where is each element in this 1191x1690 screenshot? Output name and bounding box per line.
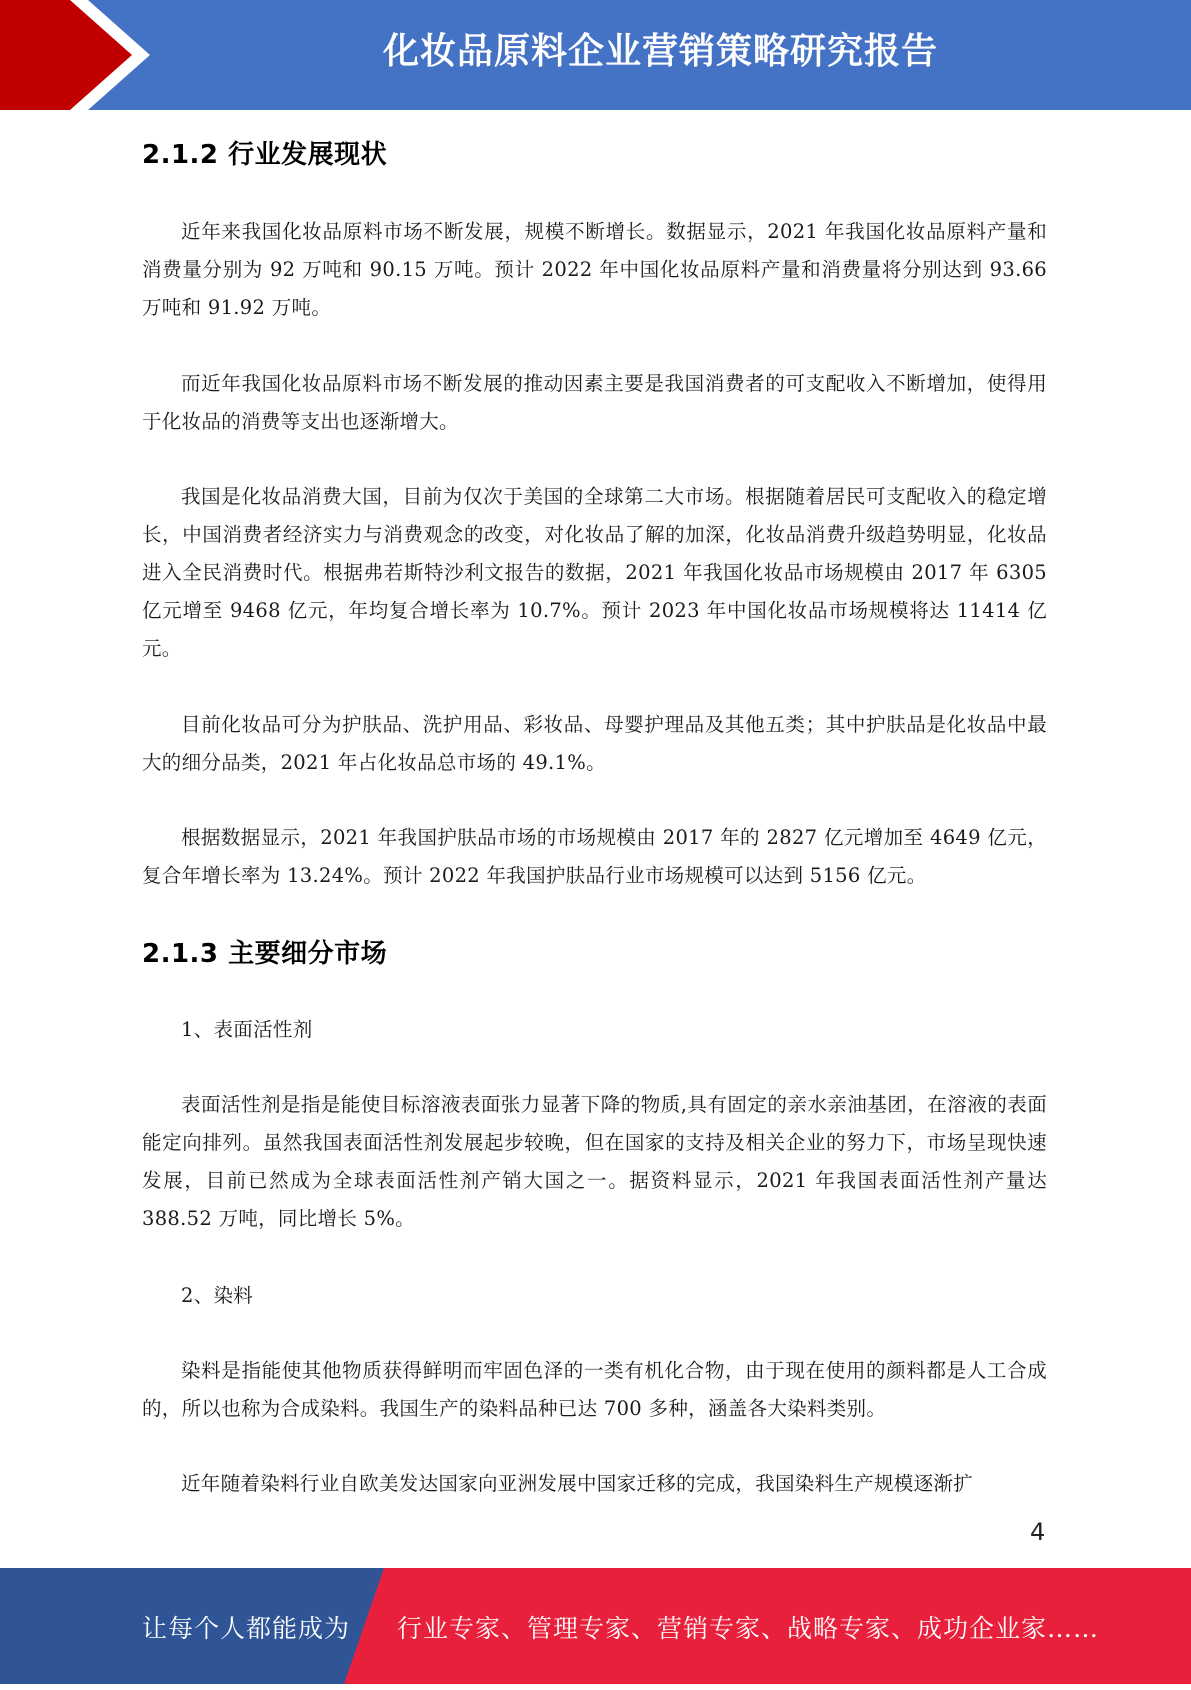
paragraph: 近年来我国化妆品原料市场不断发展，规模不断增长。数据显示，2021 年我国化妆品原料产量和消费量分别为 92 万吨和 90.15 万吨。预计 2022 年中国化妆品原料产量和消费量将分别达到 93.66 万吨和 91.92 万吨。: [142, 220, 1047, 319]
paragraph: 根据数据显示，2021 年我国护肤品市场的市场规模由 2017 年的 2827 亿元增加至 4649 亿元，复合年增长率为 13.24%。预计 2022 年我国护肤品行业市场规模可以达到 5156 亿元。: [142, 826, 1047, 887]
footer-slogan-right: 行业专家、管理专家、营销专家、战略专家、成功企业家……: [397, 1614, 1100, 1643]
sub-heading: 1、表面活性剂: [181, 1018, 313, 1041]
sub-heading: 2、染料: [181, 1284, 254, 1307]
section-heading: 2.1.2 行业发展现状: [142, 140, 388, 170]
page-footer: [0, 1568, 1191, 1684]
paragraph: 染料是指能使其他物质获得鲜明而牢固色泽的一类有机化合物，由于现在使用的颜料都是人工合成的，所以也称为合成染料。我国生产的染料品种已达 700 多种，涵盖各大染料类别。: [142, 1359, 1047, 1420]
paragraph: 我国是化妆品消费大国，目前为仅次于美国的全球第二大市场。根据随着居民可支配收入的稳定增长，中国消费者经济实力与消费观念的改变，对化妆品了解的加深，化妆品消费升级趋势明显，化妆品进入全民消费时代。根据弗若斯特沙利文报告的数据，2021 年我国化妆品市场规模由 2017 年 6305 亿元增至 9468 亿元，年均复合增长率为 10.7%。预计 2023 年中国化妆品市场规模将达 11414 亿元。: [142, 485, 1047, 660]
footer-slogan-left: 让每个人都能成为: [142, 1614, 351, 1643]
report-title: 化妆品原料企业营销策略研究报告: [382, 31, 938, 72]
page-header: [0, 0, 1191, 110]
paragraph: 而近年我国化妆品原料市场不断发展的推动因素主要是我国消费者的可支配收入不断增加，使得用于化妆品的消费等支出也逐渐增大。: [142, 372, 1047, 433]
paragraph: 目前化妆品可分为护肤品、洗护用品、彩妆品、母婴护理品及其他五类；其中护肤品是化妆品中最大的细分品类，2021 年占化妆品总市场的 49.1%。: [142, 713, 1047, 774]
paragraph: 近年随着染料行业自欧美发达国家向亚洲发展中国家迁移的完成，我国染料生产规模逐渐扩: [181, 1472, 974, 1495]
section-heading: 2.1.3 主要细分市场: [142, 939, 388, 969]
paragraph: 表面活性剂是指是能使目标溶液表面张力显著下降的物质,具有固定的亲水亲油基团，在溶液的表面能定向排列。虽然我国表面活性剂发展起步较晚，但在国家的支持及相关企业的努力下，市场呈现快速发展，目前已然成为全球表面活性剂产销大国之一。据资料显示，2021 年我国表面活性剂产量达 388.52 万吨，同比增长 5%。: [142, 1093, 1047, 1230]
page-number: 4: [1030, 1518, 1046, 1546]
